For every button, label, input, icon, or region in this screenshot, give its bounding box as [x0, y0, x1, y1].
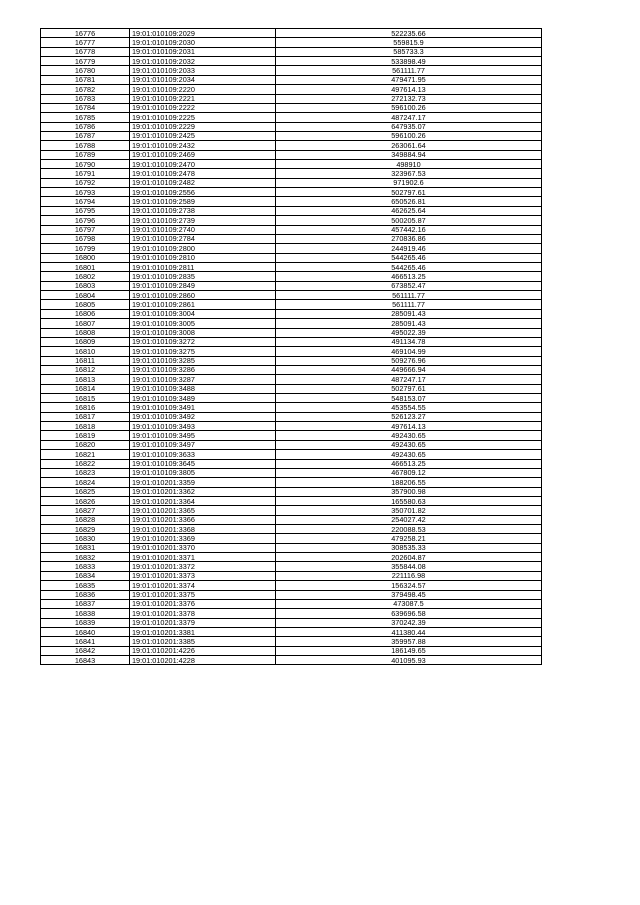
cadastral-value-cell: 349884.94	[276, 150, 542, 159]
cadastral-number-cell: 19:01:010109:3272	[130, 337, 276, 346]
row-number-cell: 16777	[41, 38, 130, 47]
cadastral-number-cell: 19:01:010201:3369	[130, 534, 276, 543]
cadastral-number-cell: 19:01:010109:2425	[130, 131, 276, 140]
cadastral-number-cell: 19:01:010109:3005	[130, 319, 276, 328]
table-body	[41, 29, 542, 665]
cadastral-number-cell: 19:01:010109:3489	[130, 394, 276, 403]
table-row	[41, 216, 542, 225]
cadastral-value-cell: 165580.63	[276, 496, 542, 505]
row-number-cell: 16824	[41, 478, 130, 487]
row-number-cell: 16806	[41, 309, 130, 318]
row-number-cell: 16835	[41, 581, 130, 590]
cadastral-value-cell: 263061.64	[276, 141, 542, 150]
cadastral-value-cell: 596100.26	[276, 131, 542, 140]
cadastral-number-cell: 19:01:010201:3362	[130, 487, 276, 496]
cadastral-number-cell: 19:01:010109:2835	[130, 272, 276, 281]
row-number-cell: 16834	[41, 571, 130, 580]
row-number-cell: 16801	[41, 262, 130, 271]
cadastral-value-cell: 355844.08	[276, 562, 542, 571]
row-number-cell: 16804	[41, 291, 130, 300]
table-row	[41, 459, 542, 468]
cadastral-number-cell: 19:01:010201:3385	[130, 637, 276, 646]
cadastral-value-cell: 285091.43	[276, 319, 542, 328]
cadastral-value-cell: 544265.46	[276, 262, 542, 271]
cadastral-value-cell: 272132.73	[276, 94, 542, 103]
row-number-cell: 16787	[41, 131, 130, 140]
row-number-cell: 16802	[41, 272, 130, 281]
row-number-cell: 16803	[41, 281, 130, 290]
cadastral-value-cell: 457442.16	[276, 225, 542, 234]
row-number-cell: 16778	[41, 47, 130, 56]
table-row	[41, 206, 542, 215]
cadastral-value-cell: 498910	[276, 160, 542, 169]
row-number-cell: 16828	[41, 515, 130, 524]
table-row	[41, 394, 542, 403]
row-number-cell: 16825	[41, 487, 130, 496]
table-row	[41, 85, 542, 94]
cadastral-value-cell: 466513.25	[276, 272, 542, 281]
cadastral-value-cell: 492430.65	[276, 440, 542, 449]
cadastral-value-cell: 188206.55	[276, 478, 542, 487]
cadastral-value-cell: 492430.65	[276, 431, 542, 440]
table-row	[41, 38, 542, 47]
row-number-cell: 16783	[41, 94, 130, 103]
row-number-cell: 16819	[41, 431, 130, 440]
table-row	[41, 646, 542, 655]
cadastral-value-cell: 156324.57	[276, 581, 542, 590]
row-number-cell: 16810	[41, 347, 130, 356]
table-row	[41, 553, 542, 562]
cadastral-value-cell: 323967.53	[276, 169, 542, 178]
table-row	[41, 599, 542, 608]
table-row	[41, 656, 542, 665]
table-row	[41, 375, 542, 384]
row-number-cell: 16792	[41, 178, 130, 187]
table-row	[41, 496, 542, 505]
cadastral-value-cell: 491134.78	[276, 337, 542, 346]
cadastral-value-cell: 544265.46	[276, 253, 542, 262]
cadastral-value-cell: 244919.46	[276, 244, 542, 253]
table-row	[41, 103, 542, 112]
table-row	[41, 225, 542, 234]
cadastral-value-cell: 467809.12	[276, 468, 542, 477]
table-row	[41, 29, 542, 38]
cadastral-number-cell: 19:01:010201:3359	[130, 478, 276, 487]
table-row	[41, 244, 542, 253]
cadastral-value-cell: 479471.95	[276, 75, 542, 84]
table-row	[41, 478, 542, 487]
cadastral-number-cell: 19:01:010109:2740	[130, 225, 276, 234]
row-number-cell: 16831	[41, 543, 130, 552]
cadastral-number-cell: 19:01:010201:3379	[130, 618, 276, 627]
cadastral-value-cell: 186149.65	[276, 646, 542, 655]
table-row	[41, 272, 542, 281]
cadastral-number-cell: 19:01:010109:3492	[130, 412, 276, 421]
table-row	[41, 618, 542, 627]
cadastral-value-cell: 492430.65	[276, 450, 542, 459]
table-row	[41, 365, 542, 374]
cadastral-number-cell: 19:01:010109:3633	[130, 450, 276, 459]
cadastral-number-cell: 19:01:010109:3275	[130, 347, 276, 356]
cadastral-number-cell: 19:01:010109:2811	[130, 262, 276, 271]
row-number-cell: 16781	[41, 75, 130, 84]
table-row	[41, 450, 542, 459]
table-row	[41, 609, 542, 618]
row-number-cell: 16827	[41, 506, 130, 515]
cadastral-number-cell: 19:01:010109:3805	[130, 468, 276, 477]
cadastral-value-cell: 500205.87	[276, 216, 542, 225]
row-number-cell: 16812	[41, 365, 130, 374]
cadastral-value-cell: 357900.98	[276, 487, 542, 496]
row-number-cell: 16841	[41, 637, 130, 646]
table-row	[41, 188, 542, 197]
row-number-cell: 16786	[41, 122, 130, 131]
row-number-cell: 16813	[41, 375, 130, 384]
row-number-cell: 16842	[41, 646, 130, 655]
row-number-cell: 16776	[41, 29, 130, 38]
row-number-cell: 16809	[41, 337, 130, 346]
cadastral-number-cell: 19:01:010109:2222	[130, 103, 276, 112]
cadastral-value-cell: 370242.39	[276, 618, 542, 627]
cadastral-value-cell: 487247.17	[276, 113, 542, 122]
cadastral-value-cell: 479258.21	[276, 534, 542, 543]
row-number-cell: 16843	[41, 656, 130, 665]
cadastral-number-cell: 19:01:010201:3368	[130, 525, 276, 534]
cadastral-value-cell: 502797.61	[276, 384, 542, 393]
table-row	[41, 141, 542, 150]
row-number-cell: 16838	[41, 609, 130, 618]
cadastral-number-cell: 19:01:010109:2784	[130, 234, 276, 243]
table-row	[41, 628, 542, 637]
cadastral-number-cell: 19:01:010109:3004	[130, 309, 276, 318]
table-row	[41, 113, 542, 122]
row-number-cell: 16818	[41, 422, 130, 431]
table-row	[41, 468, 542, 477]
row-number-cell: 16779	[41, 57, 130, 66]
row-number-cell: 16820	[41, 440, 130, 449]
cadastral-value-cell: 487247.17	[276, 375, 542, 384]
row-number-cell: 16837	[41, 599, 130, 608]
cadastral-value-cell: 254027.42	[276, 515, 542, 524]
table-row	[41, 431, 542, 440]
cadastral-number-cell: 19:01:010109:3286	[130, 365, 276, 374]
cadastral-number-cell: 19:01:010201:3374	[130, 581, 276, 590]
cadastral-value-cell: 449666.94	[276, 365, 542, 374]
cadastral-number-cell: 19:01:010109:2029	[130, 29, 276, 38]
table-row	[41, 234, 542, 243]
cadastral-number-cell: 19:01:010201:4226	[130, 646, 276, 655]
row-number-cell: 16799	[41, 244, 130, 253]
cadastral-number-cell: 19:01:010109:2556	[130, 188, 276, 197]
table-row	[41, 178, 542, 187]
row-number-cell: 16791	[41, 169, 130, 178]
cadastral-value-cell: 497614.13	[276, 85, 542, 94]
row-number-cell: 16807	[41, 319, 130, 328]
row-number-cell: 16815	[41, 394, 130, 403]
table-row	[41, 328, 542, 337]
cadastral-number-cell: 19:01:010109:2861	[130, 300, 276, 309]
table-row	[41, 122, 542, 131]
cadastral-number-cell: 19:01:010201:3372	[130, 562, 276, 571]
row-number-cell: 16814	[41, 384, 130, 393]
table-row	[41, 403, 542, 412]
cadastral-value-cell: 585733.3	[276, 47, 542, 56]
cadastral-number-cell: 19:01:010109:3488	[130, 384, 276, 393]
table-row	[41, 534, 542, 543]
cadastral-number-cell: 19:01:010201:3381	[130, 628, 276, 637]
cadastral-value-cell: 473087.5	[276, 599, 542, 608]
cadastral-value-cell: 639696.58	[276, 609, 542, 618]
row-number-cell: 16836	[41, 590, 130, 599]
cadastral-number-cell: 19:01:010201:3373	[130, 571, 276, 580]
row-number-cell: 16817	[41, 412, 130, 421]
table-row	[41, 487, 542, 496]
cadastral-number-cell: 19:01:010109:2589	[130, 197, 276, 206]
row-number-cell: 16829	[41, 525, 130, 534]
cadastral-number-cell: 19:01:010109:2033	[130, 66, 276, 75]
cadastral-value-cell: 559815.9	[276, 38, 542, 47]
cadastral-value-cell: 650526.81	[276, 197, 542, 206]
row-number-cell: 16788	[41, 141, 130, 150]
row-number-cell: 16839	[41, 618, 130, 627]
cadastral-value-cell: 270836.86	[276, 234, 542, 243]
cadastral-value-cell: 221116.98	[276, 571, 542, 580]
row-number-cell: 16797	[41, 225, 130, 234]
table-row	[41, 197, 542, 206]
cadastral-value-cell: 497614.13	[276, 422, 542, 431]
cadastral-number-cell: 19:01:010109:2470	[130, 160, 276, 169]
cadastral-value-cell: 495022.39	[276, 328, 542, 337]
row-number-cell: 16805	[41, 300, 130, 309]
cadastral-number-cell: 19:01:010109:2030	[130, 38, 276, 47]
cadastral-number-cell: 19:01:010201:3378	[130, 609, 276, 618]
row-number-cell: 16822	[41, 459, 130, 468]
cadastral-number-cell: 19:01:010201:4228	[130, 656, 276, 665]
table-row	[41, 562, 542, 571]
row-number-cell: 16796	[41, 216, 130, 225]
cadastral-value-cell: 596100.26	[276, 103, 542, 112]
row-number-cell: 16782	[41, 85, 130, 94]
table-row	[41, 160, 542, 169]
table-row	[41, 47, 542, 56]
cadastral-value-cell: 971902.6	[276, 178, 542, 187]
table-row	[41, 253, 542, 262]
table-row	[41, 384, 542, 393]
row-number-cell: 16823	[41, 468, 130, 477]
table-row	[41, 581, 542, 590]
row-number-cell: 16798	[41, 234, 130, 243]
cadastral-number-cell: 19:01:010109:3285	[130, 356, 276, 365]
cadastral-number-cell: 19:01:010109:2221	[130, 94, 276, 103]
table-row	[41, 356, 542, 365]
cadastral-number-cell: 19:01:010109:3497	[130, 440, 276, 449]
cadastral-number-cell: 19:01:010109:3493	[130, 422, 276, 431]
table-row	[41, 262, 542, 271]
cadastral-value-cell: 462625.64	[276, 206, 542, 215]
row-number-cell: 16833	[41, 562, 130, 571]
cadastral-number-cell: 19:01:010109:2229	[130, 122, 276, 131]
row-number-cell: 16790	[41, 160, 130, 169]
table-row	[41, 150, 542, 159]
cadastral-value-cell: 466513.25	[276, 459, 542, 468]
cadastral-value-table	[40, 28, 542, 665]
cadastral-number-cell: 19:01:010109:2432	[130, 141, 276, 150]
cadastral-value-cell: 561111.77	[276, 66, 542, 75]
table-row	[41, 281, 542, 290]
cadastral-number-cell: 19:01:010109:2478	[130, 169, 276, 178]
table-row	[41, 347, 542, 356]
row-number-cell: 16789	[41, 150, 130, 159]
cadastral-value-cell: 220088.53	[276, 525, 542, 534]
cadastral-number-cell: 19:01:010109:3491	[130, 403, 276, 412]
cadastral-number-cell: 19:01:010109:3008	[130, 328, 276, 337]
row-number-cell: 16808	[41, 328, 130, 337]
table-row	[41, 75, 542, 84]
cadastral-value-cell: 379498.45	[276, 590, 542, 599]
row-number-cell: 16794	[41, 197, 130, 206]
cadastral-value-cell: 673852.47	[276, 281, 542, 290]
cadastral-number-cell: 19:01:010201:3375	[130, 590, 276, 599]
cadastral-number-cell: 19:01:010109:2031	[130, 47, 276, 56]
row-number-cell: 16785	[41, 113, 130, 122]
cadastral-number-cell: 19:01:010201:3364	[130, 496, 276, 505]
cadastral-value-cell: 526123.27	[276, 412, 542, 421]
row-number-cell: 16793	[41, 188, 130, 197]
cadastral-number-cell: 19:01:010109:2849	[130, 281, 276, 290]
cadastral-number-cell: 19:01:010109:3495	[130, 431, 276, 440]
cadastral-value-cell: 401095.93	[276, 656, 542, 665]
cadastral-value-cell: 533898.49	[276, 57, 542, 66]
table-row	[41, 131, 542, 140]
cadastral-value-cell: 469104.99	[276, 347, 542, 356]
cadastral-number-cell: 19:01:010109:3645	[130, 459, 276, 468]
cadastral-value-cell: 509276.96	[276, 356, 542, 365]
cadastral-value-cell: 647935.07	[276, 122, 542, 131]
table-row	[41, 412, 542, 421]
row-number-cell: 16826	[41, 496, 130, 505]
table-row	[41, 319, 542, 328]
cadastral-number-cell: 19:01:010109:2738	[130, 206, 276, 215]
cadastral-value-cell: 502797.61	[276, 188, 542, 197]
cadastral-value-cell: 350701.82	[276, 506, 542, 515]
cadastral-number-cell: 19:01:010109:2032	[130, 57, 276, 66]
row-number-cell: 16800	[41, 253, 130, 262]
table-row	[41, 440, 542, 449]
row-number-cell: 16830	[41, 534, 130, 543]
table-row	[41, 506, 542, 515]
table-row	[41, 66, 542, 75]
cadastral-number-cell: 19:01:010201:3370	[130, 543, 276, 552]
row-number-cell: 16811	[41, 356, 130, 365]
row-number-cell: 16821	[41, 450, 130, 459]
row-number-cell: 16816	[41, 403, 130, 412]
row-number-cell: 16784	[41, 103, 130, 112]
cadastral-number-cell: 19:01:010201:3371	[130, 553, 276, 562]
table-row	[41, 309, 542, 318]
cadastral-value-cell: 202604.87	[276, 553, 542, 562]
table-row	[41, 291, 542, 300]
table-row	[41, 422, 542, 431]
cadastral-value-cell: 561111.77	[276, 291, 542, 300]
cadastral-number-cell: 19:01:010201:3366	[130, 515, 276, 524]
cadastral-value-cell: 548153.07	[276, 394, 542, 403]
cadastral-value-cell: 411380.44	[276, 628, 542, 637]
cadastral-value-cell: 453554.55	[276, 403, 542, 412]
cadastral-value-cell: 561111.77	[276, 300, 542, 309]
cadastral-number-cell: 19:01:010109:2220	[130, 85, 276, 94]
table-row	[41, 300, 542, 309]
cadastral-number-cell: 19:01:010201:3376	[130, 599, 276, 608]
cadastral-number-cell: 19:01:010109:2225	[130, 113, 276, 122]
table-row	[41, 637, 542, 646]
table-row	[41, 590, 542, 599]
cadastral-number-cell: 19:01:010109:2739	[130, 216, 276, 225]
cadastral-number-cell: 19:01:010201:3365	[130, 506, 276, 515]
cadastral-number-cell: 19:01:010109:3287	[130, 375, 276, 384]
cadastral-number-cell: 19:01:010109:2034	[130, 75, 276, 84]
table-row	[41, 57, 542, 66]
table-row	[41, 515, 542, 524]
row-number-cell: 16795	[41, 206, 130, 215]
row-number-cell: 16780	[41, 66, 130, 75]
cadastral-number-cell: 19:01:010109:2860	[130, 291, 276, 300]
cadastral-number-cell: 19:01:010109:2482	[130, 178, 276, 187]
cadastral-value-cell: 359957.88	[276, 637, 542, 646]
table-row	[41, 571, 542, 580]
cadastral-number-cell: 19:01:010109:2469	[130, 150, 276, 159]
row-number-cell: 16832	[41, 553, 130, 562]
row-number-cell: 16840	[41, 628, 130, 637]
table-row	[41, 169, 542, 178]
table-row	[41, 94, 542, 103]
table-row	[41, 525, 542, 534]
cadastral-value-cell: 308535.33	[276, 543, 542, 552]
cadastral-number-cell: 19:01:010109:2810	[130, 253, 276, 262]
cadastral-value-cell: 522235.66	[276, 29, 542, 38]
cadastral-number-cell: 19:01:010109:2800	[130, 244, 276, 253]
cadastral-value-cell: 285091.43	[276, 309, 542, 318]
table-row	[41, 543, 542, 552]
table-row	[41, 337, 542, 346]
